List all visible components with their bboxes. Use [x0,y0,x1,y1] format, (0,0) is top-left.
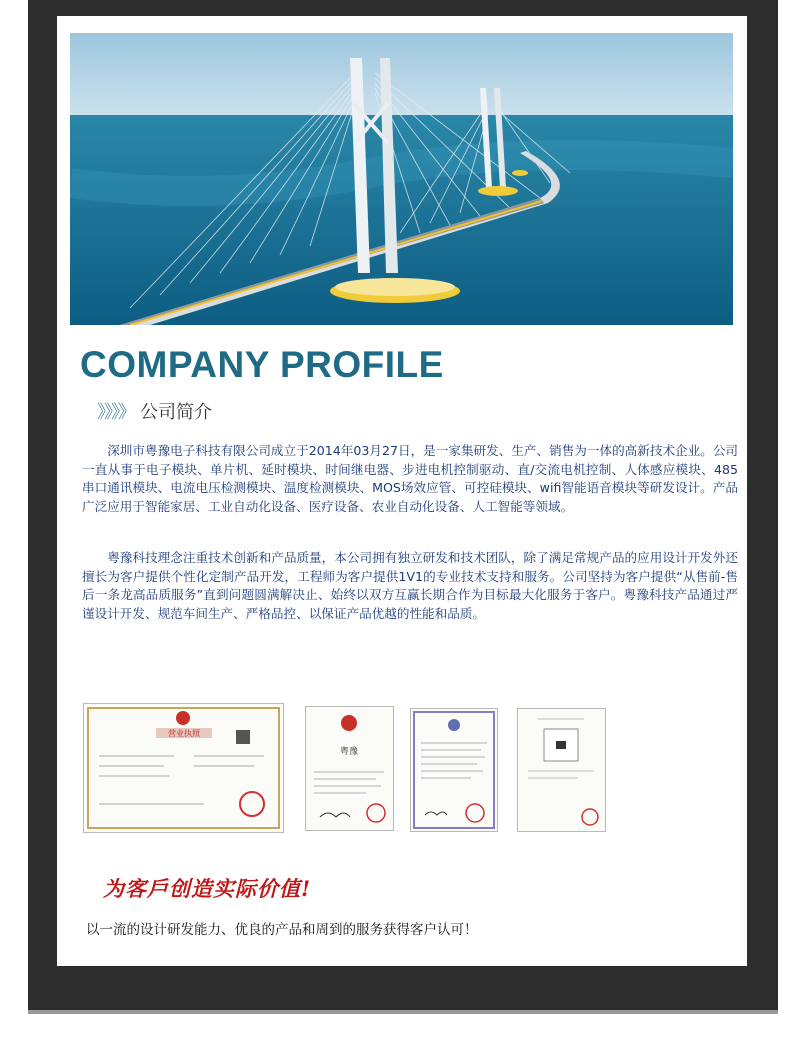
hero-bridge-image [70,33,733,325]
trademark-certificate [305,706,394,831]
patent-certificate [410,708,498,832]
subtitle-label: 公司简介 [140,402,212,423]
intro-paragraph: 深圳市粤豫电子科技有限公司成立于2014年03月27日，是一家集研发、生产、销售为一体的高新技术企业。公司一直从事于电子模块、单片机、延时模块、时间继电器、步进电机控制驱动、直/交流电机控制、人体感应模块、485串口通讯模块、电流电压检测模块、温度检测模块、MOS场效应管、可控硅模块、wifi智能语音模块等研发设计。产品广泛应用于智能家居、工业自动化设备、医疗设备、农业自动化设备、人工智能等领域。 [82,443,739,514]
philosophy-paragraph: 粤豫科技理念注重技术创新和产品质量，本公司拥有独立研发和技术团队，除了满足常规产品的应用设计开发外还擅长为客户提供个性化定制产品开发，工程师为客户提供1V1的专业技术支持和服务。公司坚持为客户提供“从售前-售后一条龙高品质服务”直到问题圆满解决止、始终以双方互赢长期合作为目标最大化服务于客户。粤豫科技产品通过严谨设计开发、规范车间生产、严格品控、以保证产品优越的性能和品质。 [82,550,738,621]
business-license-certificate [83,703,284,833]
trademark-mark-text: 粤豫 [339,747,359,757]
slogan-heading: 为客戶创造实际价值! [103,876,312,901]
software-certificate [517,708,606,832]
tagline-text: 以一流的设计研发能力、优良的产品和周到的服务获得客户认可！ [86,922,478,938]
chevron-right-icon: 》》》》 [97,402,134,423]
company-profile-title: COMPANY PROFILE [80,344,444,385]
section-subtitle [97,398,212,424]
frame-bottom-edge [28,1010,778,1014]
license-title-text: 营业执照 [168,729,200,738]
